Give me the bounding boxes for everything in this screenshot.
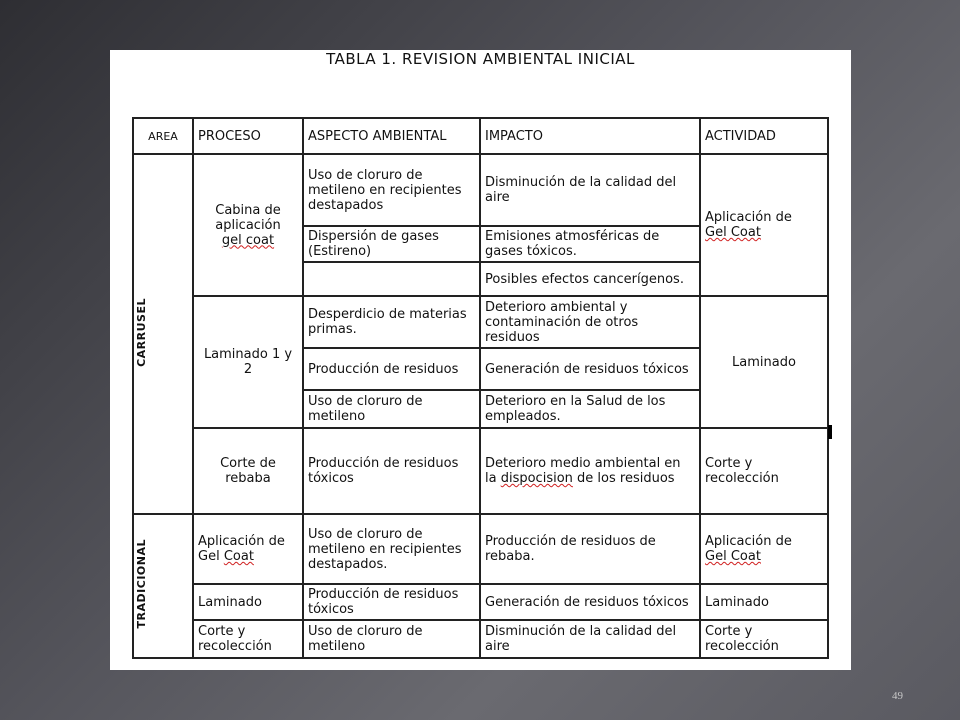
table-title: TABLA 1. REVISION AMBIENTAL INICIAL: [326, 50, 635, 68]
proceso-laminado: Laminado 1 y 2: [193, 296, 303, 428]
header-aspecto: ASPECTO AMBIENTAL: [303, 118, 480, 154]
header-row: [133, 118, 828, 154]
actividad-corte: Corte y recolección: [700, 428, 828, 514]
impacto-cell: Deterioro ambiental y contaminación de otros residuos: [480, 296, 700, 348]
table-row: [133, 584, 828, 620]
stray-mark: [828, 425, 832, 439]
actividad-cabina: Aplicación de Gel Coat: [700, 154, 828, 296]
page-number: 49: [892, 690, 903, 702]
aspecto-cell: Desperdicio de materias primas.: [303, 296, 480, 348]
impacto-cell: Generación de residuos tóxicos: [480, 584, 700, 620]
aspecto-cell: Uso de cloruro de metileno: [303, 620, 480, 658]
impacto-cell: Deterioro en la Salud de los empleados.: [480, 390, 700, 428]
table-row: [133, 154, 828, 226]
aspecto-cell: Uso de cloruro de metileno: [303, 390, 480, 428]
aspecto-cell: Producción de residuos: [303, 348, 480, 390]
environmental-review-table: [132, 117, 829, 659]
impacto-cell: Generación de residuos tóxicos: [480, 348, 700, 390]
table-row: [133, 514, 828, 584]
proceso-cell: Aplicación de Gel Coat: [193, 514, 303, 584]
aspecto-cell: Uso de cloruro de metileno en recipientes destapados: [303, 154, 480, 226]
proceso-cell: Corte y recolección: [193, 620, 303, 658]
impacto-cell: Emisiones atmosféricas de gases tóxicos.: [480, 226, 700, 262]
actividad-cell: Laminado: [700, 584, 828, 620]
area-tradicional: TRADICIONAL: [133, 514, 193, 658]
proceso-corte: Corte de rebaba: [193, 428, 303, 514]
actividad-cell: Aplicación de Gel Coat: [700, 514, 828, 584]
header-area: AREA: [133, 118, 193, 154]
proceso-cabina: Cabina de aplicación gel coat: [193, 154, 303, 296]
actividad-laminado: Laminado: [700, 296, 828, 428]
table-row: [133, 296, 828, 348]
aspecto-cell-empty: [303, 262, 480, 296]
impacto-cell: Disminución de la calidad del aire: [480, 154, 700, 226]
table-row: [133, 428, 828, 514]
aspecto-cell: Dispersión de gases (Estireno): [303, 226, 480, 262]
actividad-cell: Corte y recolección: [700, 620, 828, 658]
table-image: [110, 50, 851, 670]
impacto-cell: Posibles efectos cancerígenos.: [480, 262, 700, 296]
aspecto-cell: Producción de residuos tóxicos: [303, 428, 480, 514]
header-actividad: ACTIVIDAD: [700, 118, 828, 154]
header-proceso: PROCESO: [193, 118, 303, 154]
aspecto-cell: Uso de cloruro de metileno en recipientes destapados.: [303, 514, 480, 584]
proceso-cell: Laminado: [193, 584, 303, 620]
header-impacto: IMPACTO: [480, 118, 700, 154]
impacto-cell: Disminución de la calidad del aire: [480, 620, 700, 658]
impacto-cell: Producción de residuos de rebaba.: [480, 514, 700, 584]
aspecto-cell: Producción de residuos tóxicos: [303, 584, 480, 620]
area-carrusel: CARRUSEL: [133, 154, 193, 514]
impacto-cell: Deterioro medio ambiental en la dispocision de los residuos: [480, 428, 700, 514]
table-row: [133, 620, 828, 658]
